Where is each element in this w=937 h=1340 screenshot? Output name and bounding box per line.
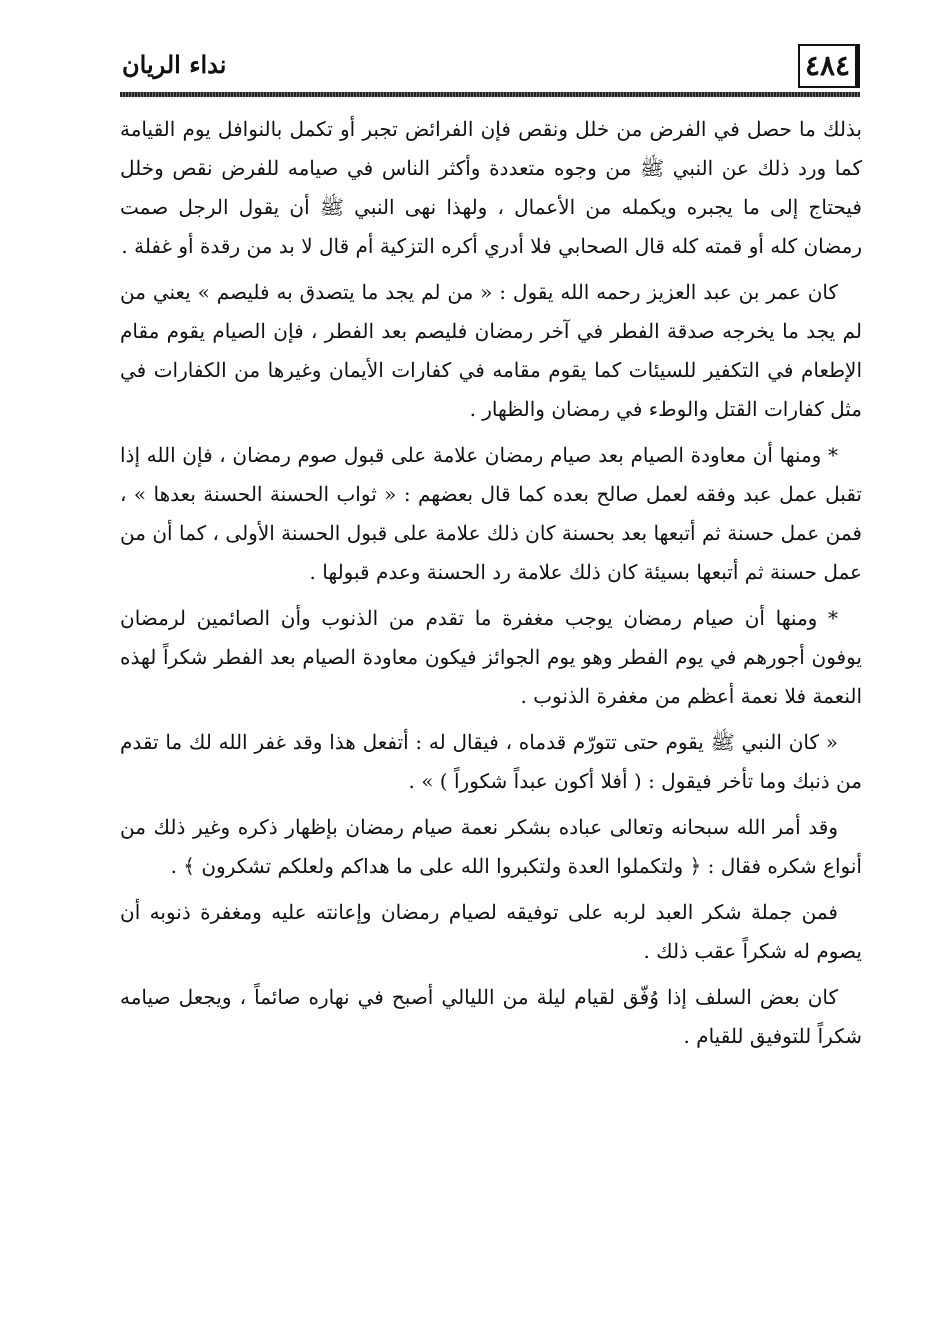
paragraph-sign-of-acceptance: * ومنها أن معاودة الصيام بعد صيام رمضان علامة على قبول صوم رمضان ، فإن الله إذا تقبل عمل عبد وفقه لعمل صالح بعده كما قال بعضهم : « ثواب الحسنة الحسنة بعدها » ، فمن عمل حسنة ثم أتبعها بعد بحسنة كان ذلك علامة على قبول الحسنة الأولى ، كما أن من عمل حسنة ثم أتبعها بسيئة كان ذلك علامة رد الحسنة وعدم قبولها . [120,443,862,584]
paragraph-umar-quote: كان عمر بن عبد العزيز رحمه الله يقول : « من لم يجد ما يتصدق به فليصم » يعني من لم يجد ما يخرجه صدقة الفطر في آخر رمضان فليصم بعد الفطر ، فإن الصيام يقوم مقام الإطعام في التكفير للسيئات كما يقوم مقامه في كفارات الأيمان وغيرها من الكفارات في مثل كفارات القتل والوطء في رمضان والظهار . [120,280,863,421]
page-body [120,110,862,1063]
paragraph-forgiveness: * ومنها أن صيام رمضان يوجب مغفرة ما تقدم من الذنوب وأن الصائمين لرمضان يوفون أجورهم في يوم الفطر وهو يوم الجوائز فيكون معاودة الصيام بعد الفطر شكراً لهذه النعمة فلا نعمة أعظم من مغفرة الذنوب . [120,606,862,708]
paragraph-gratitude-command: وقد أمر الله سبحانه وتعالى عباده بشكر نعمة صيام رمضان بإظهار ذكره وغير ذلك من أنواع شكره فقال : ﴿ ولتكملوا العدة ولتكبروا الله على ما هداكم ولعلكم تشكرون ﴾ . [120,815,862,878]
page-number: ٤٨٤ [798,44,860,88]
book-title: نداء الريان [122,50,227,79]
paragraph-gratitude-fasting: فمن جملة شكر العبد لربه على توفيقه لصيام رمضان وإعانته عليه ومغفرة ذنوبه أن يصوم له شكراً عقب ذلك . [120,900,862,963]
paragraph-salaf-practice: كان بعض السلف إذا وُفّق لقيام ليلة من الليالي أصبح في نهاره صائماً ، ويجعل صيامه شكراً للتوفيق للقيام . [120,985,862,1048]
page-header [120,44,860,90]
paragraph-continuation: بذلك ما حصل في الفرض من خلل ونقص فإن الفرائض تجبر أو تكمل بالنوافل يوم القيامة كما ورد ذلك عن النبي ﷺ من وجوه متعددة وأكثر الناس في صيامه للفرض نقص وخلل فيحتاج إلى ما يجبره ويكمله من الأعمال ، ولهذا نهى النبي ﷺ أن يقول الرجل صمت رمضان كله أو قمته كله قال الصحابي فلا أدري أكره التزكية أم قال لا بد من رقدة أو غفلة . [120,117,862,258]
header-rule [120,92,860,97]
paragraph-hadith: « كان النبي ﷺ يقوم حتى تتورّم قدماه ، فيقال له : أتفعل هذا وقد غفر الله لك ما تقدم من ذنبك وما تأخر فيقول : ( أفلا أكون عبداً شكوراً ) » . [120,730,862,793]
